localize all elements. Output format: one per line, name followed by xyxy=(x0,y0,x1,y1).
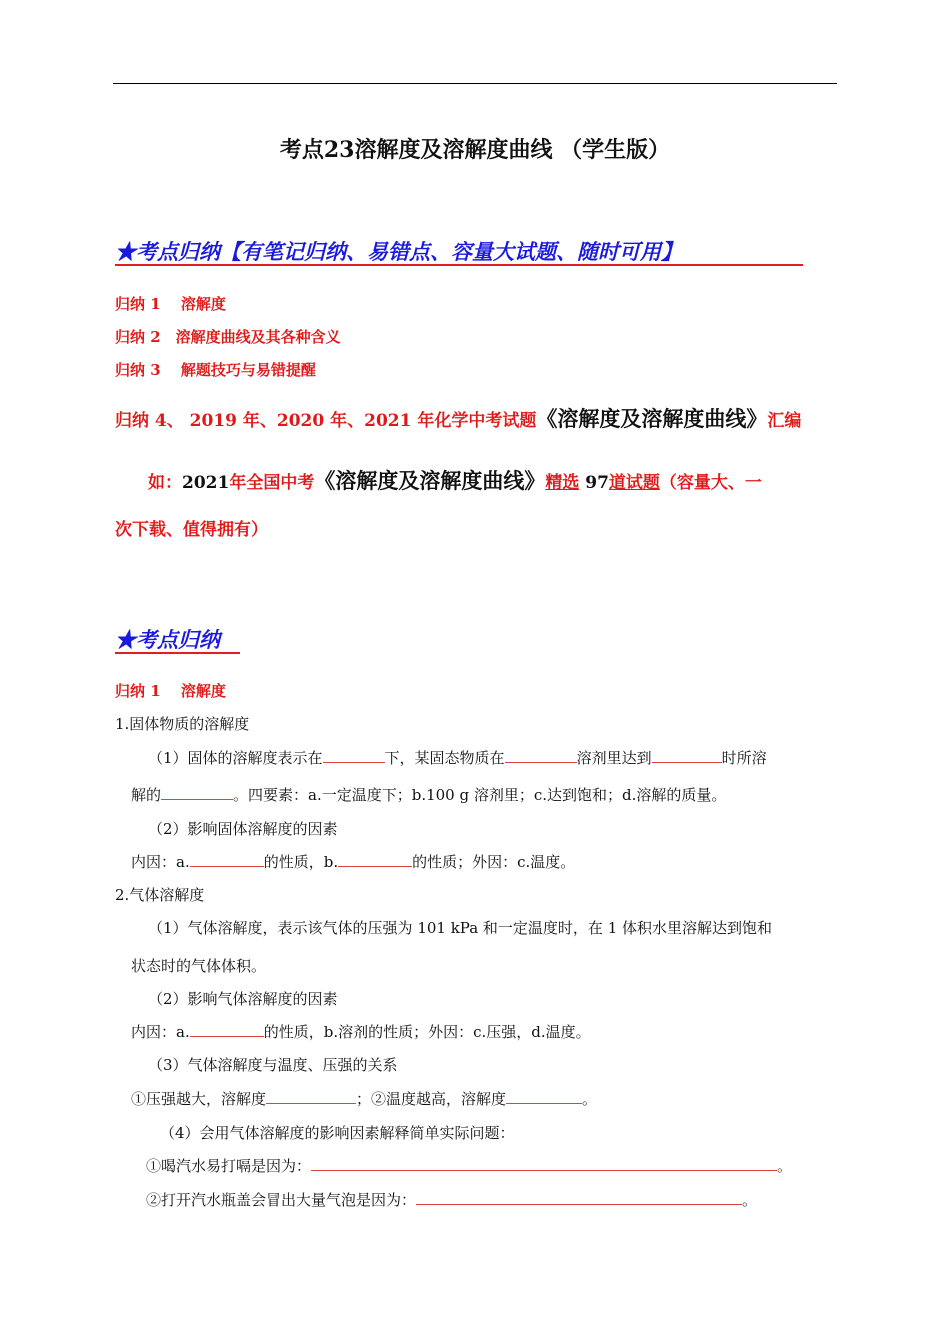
text-span: 溶剂里达到 xyxy=(576,749,652,767)
line-solid-factors: （2）影响固体溶解度的因素 xyxy=(148,820,338,838)
blank-temperature[interactable] xyxy=(323,748,385,763)
promo-line-2: 次下载、值得拥有） xyxy=(115,520,268,540)
blank-state[interactable] xyxy=(652,748,722,763)
text-span: （1）固体的溶解度表示在 xyxy=(148,749,323,767)
blank-pressure-effect[interactable] xyxy=(266,1089,356,1104)
promo-count: 97 xyxy=(585,473,609,493)
promo-year: 2021 xyxy=(182,473,230,493)
text-span: 的性质，b.溶剂的性质；外因：c.压强，d.温度。 xyxy=(263,1023,591,1041)
text-span: 。 xyxy=(582,1090,598,1108)
text-span: ①喝汽水易打嗝是因为： xyxy=(146,1157,312,1175)
line-solid-def-cont xyxy=(131,784,726,805)
text-span: 时所溶 xyxy=(721,749,767,767)
text-span: ；②温度越高，溶解度 xyxy=(356,1090,507,1108)
blank-solvent-amount[interactable] xyxy=(505,748,577,763)
line-gas-factors: （2）影响气体溶解度的因素 xyxy=(148,990,338,1008)
text-span: 。 xyxy=(742,1191,758,1209)
toc-item-1[interactable]: 归纳 1 溶解度 xyxy=(115,295,226,313)
text-span: 。四要素：a.一定温度下；b.100 g 溶剂里；c.达到饱和；d.溶解的质量。 xyxy=(233,786,727,804)
banner2-underline xyxy=(115,652,240,654)
text-span: 解的 xyxy=(131,786,162,804)
toc-item-3[interactable]: 归纳 3 解题技巧与易错提醒 xyxy=(115,361,316,379)
line-soda-bubbles xyxy=(146,1189,757,1210)
toc4-prefix: 归纳 4、 2019 年、2020 年、2021 年化学中考试题 xyxy=(115,411,537,431)
promo-book-title: 《溶解度及溶解度曲线》 xyxy=(314,468,546,493)
promo-link-daoshiti[interactable]: 道试题 xyxy=(608,473,660,493)
text-span: ①压强越大，溶解度 xyxy=(131,1090,267,1108)
line-solid-def xyxy=(148,747,767,768)
line-gas-def-cont: 状态时的气体体积。 xyxy=(131,957,267,975)
toc-item-2[interactable]: 归纳 2 溶解度曲线及其各种含义 xyxy=(115,328,341,346)
line-gas-pressure-temp xyxy=(131,1088,597,1109)
line-soda-burp xyxy=(146,1155,792,1176)
text-span: 的性质；外因：c.温度。 xyxy=(412,853,576,871)
banner-kaodian-guina: ★考点归纳【有笔记归纳、易错点、容量大试题、随时可用】 xyxy=(115,239,682,264)
text-span: ②打开汽水瓶盖会冒出大量气泡是因为： xyxy=(146,1191,417,1209)
blank-quantity[interactable] xyxy=(161,785,233,800)
blank-solvent[interactable] xyxy=(338,852,412,867)
line-gas-application: （4）会用气体溶解度的影响因素解释简单实际问题： xyxy=(160,1124,515,1142)
text-span: 内因：a. xyxy=(131,853,190,871)
blank-soda-bubble-reason[interactable] xyxy=(416,1190,742,1205)
text-span: 。 xyxy=(777,1157,793,1175)
header-rule xyxy=(113,83,837,84)
promo-line-1 xyxy=(148,465,762,495)
page-title: 考点23溶解度及溶解度曲线 （学生版） xyxy=(279,137,671,163)
line-gas-internal xyxy=(131,1021,591,1042)
promo-text: 年全国中考 xyxy=(229,473,315,493)
line-gas-def: （1）气体溶解度，表示该气体的压强为 101 kPa 和一定温度时，在 1 体积水里溶解达到饱和 xyxy=(148,919,773,937)
text-span: 的性质，b. xyxy=(263,853,339,871)
banner-underline xyxy=(115,264,803,266)
text-span: 下，某固态物质在 xyxy=(384,749,505,767)
section-title: 归纳 1 溶解度 xyxy=(115,682,226,700)
banner-kaodian-guina-2: ★考点归纳 xyxy=(115,627,220,652)
line-solid-solubility: 1.固体物质的溶解度 xyxy=(115,715,250,733)
promo-link-jingxuan[interactable]: 精选 xyxy=(545,473,580,493)
blank-gas-solute[interactable] xyxy=(190,1022,264,1037)
toc-item-4[interactable] xyxy=(115,403,801,433)
text-span: 内因：a. xyxy=(131,1023,190,1041)
line-solid-internal xyxy=(131,851,575,872)
toc4-book-title: 《溶解度及溶解度曲线》 xyxy=(536,406,768,431)
promo-prefix: 如： xyxy=(148,473,182,493)
blank-soda-burp-reason[interactable] xyxy=(311,1156,777,1171)
blank-temperature-effect[interactable] xyxy=(506,1089,582,1104)
promo-suffix: （容量大、一 xyxy=(659,473,762,493)
blank-solute[interactable] xyxy=(190,852,264,867)
line-gas-solubility: 2.气体溶解度 xyxy=(115,886,205,904)
toc4-suffix: 汇编 xyxy=(767,411,802,431)
line-gas-relation: （3）气体溶解度与温度、压强的关系 xyxy=(148,1056,398,1074)
